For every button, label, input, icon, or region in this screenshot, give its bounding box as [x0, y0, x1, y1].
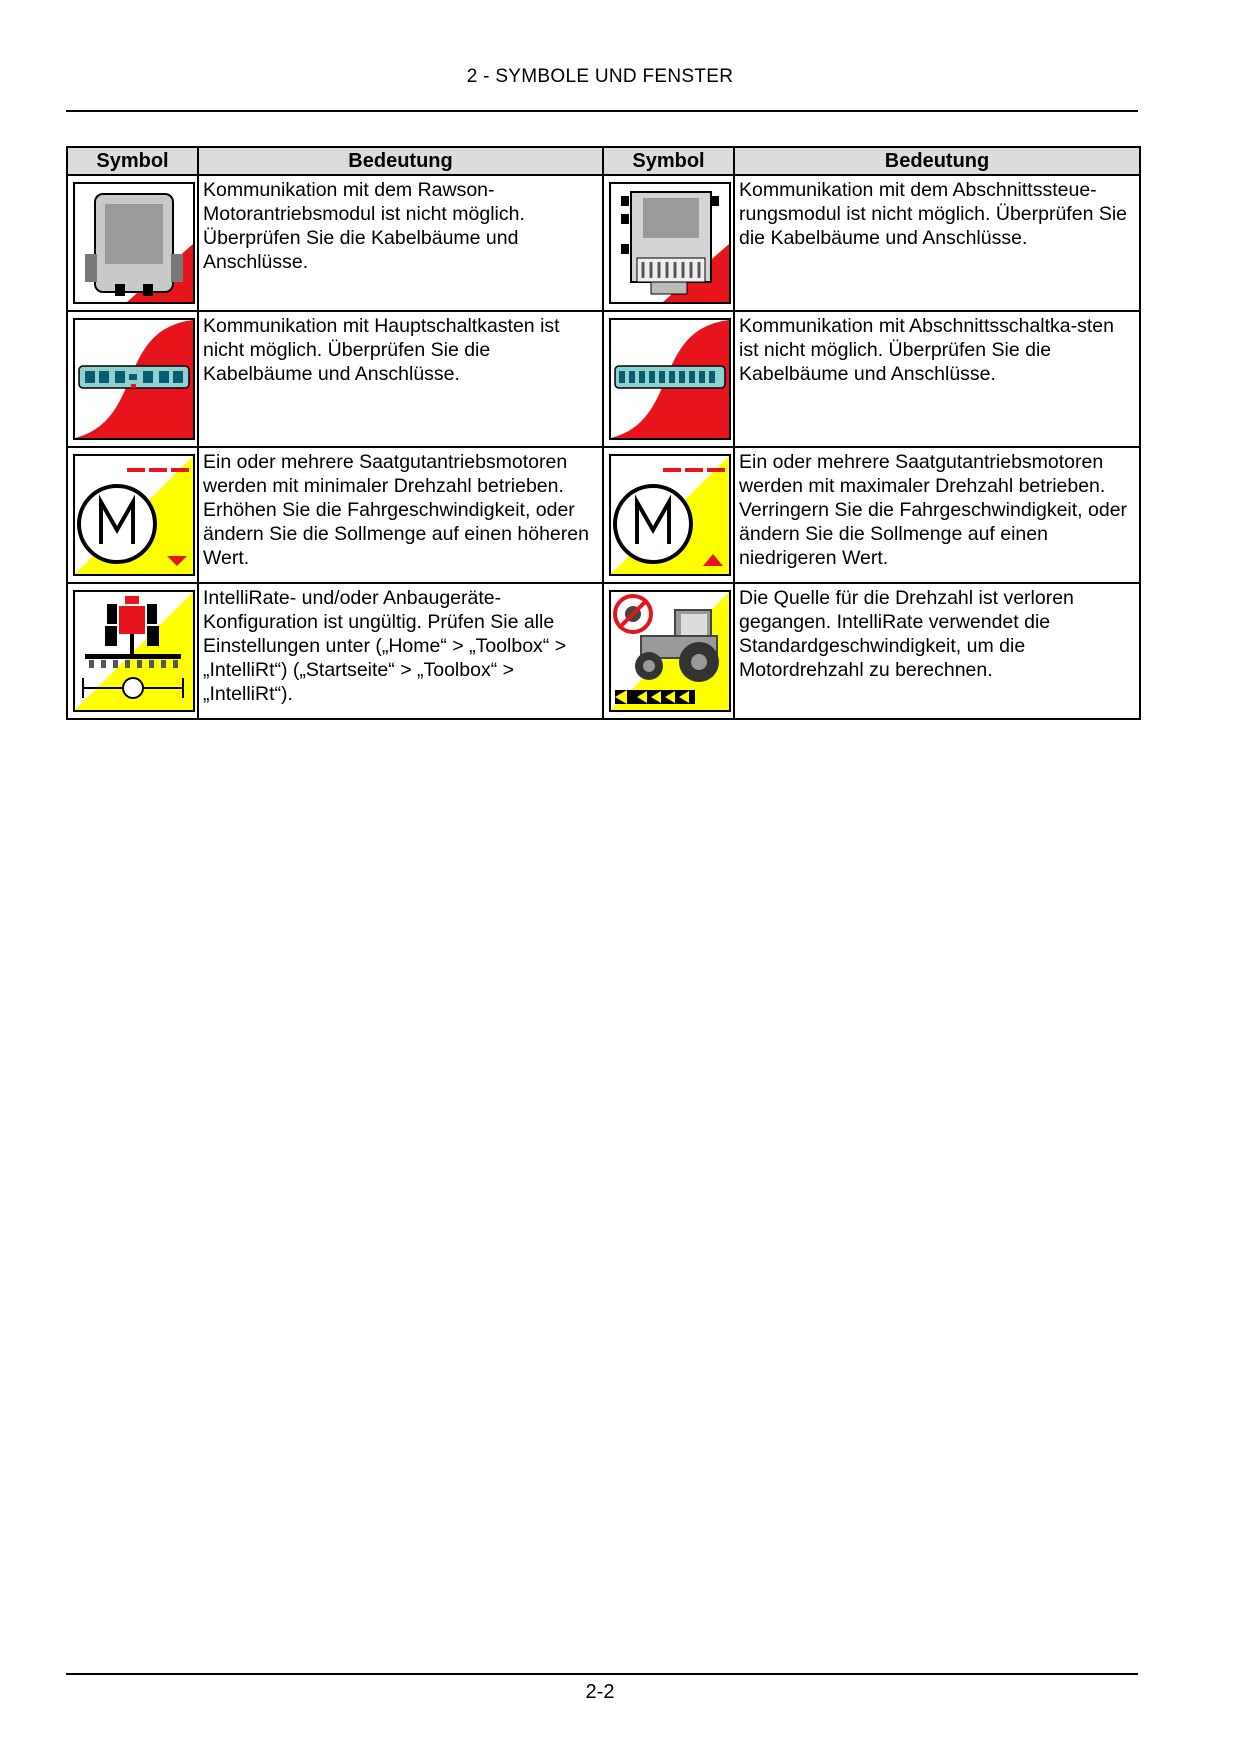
symbol-cell	[67, 311, 198, 447]
symbol-cell	[67, 447, 198, 583]
meaning-cell: Ein oder mehrere Saatgutantriebsmotoren werden mit maximaler Drehzahl betrieben. Verringern Sie die Fahrgeschwindigkeit, oder ändern Sie die Sollmenge auf einen niedrigeren Wert.	[734, 447, 1140, 583]
meaning-cell: Ein oder mehrere Saatgutantriebsmotoren werden mit minimaler Drehzahl betrieben. Erhöhen Sie die Fahrgeschwindigkeit, oder ändern Sie die Sollmenge auf einen höheren Wert.	[198, 447, 603, 583]
symbol-cell	[603, 175, 734, 311]
table-row	[67, 447, 1140, 583]
symbol-cell	[67, 175, 198, 311]
implement-config-invalid-icon	[73, 590, 195, 712]
motor-max-speed-icon	[609, 454, 731, 576]
section-control-module-icon	[609, 182, 731, 304]
symbol-cell	[603, 311, 734, 447]
meaning-cell: IntelliRate- und/oder Anbaugeräte-Konfiguration ist ungültig. Prüfen Sie alle Einstellungen unter („Home“ > „Toolbox“ > „IntelliRt“) („Startseite“ > „Toolbox“ > „IntelliRt“).	[198, 583, 603, 719]
page-header: 2 - SYMBOLE UND FENSTER	[466, 66, 734, 87]
meaning-cell: Kommunikation mit Abschnittsschaltka-sten ist nicht möglich. Überprüfen Sie die Kabelbäume und Anschlüsse.	[734, 311, 1140, 447]
page-number: 2-2	[585, 1681, 615, 1703]
symbol-cell	[67, 583, 198, 719]
meaning-cell: Kommunikation mit Hauptschaltkasten ist nicht möglich. Überprüfen Sie die Kabelbäume und Anschlüsse.	[198, 311, 603, 447]
meaning-cell: Die Quelle für die Drehzahl ist verloren gegangen. IntelliRate verwendet die Standardgeschwindigkeit, um die Motordrehzahl zu berechnen.	[734, 583, 1140, 719]
table-row	[67, 175, 1140, 311]
symbol-cell	[603, 447, 734, 583]
table-row	[67, 311, 1140, 447]
header-meaning-left: Bedeutung	[198, 147, 603, 175]
speed-source-lost-icon	[609, 590, 731, 712]
header-symbol-right: Symbol	[603, 147, 734, 175]
rawson-module-icon	[73, 182, 195, 304]
symbol-cell	[603, 583, 734, 719]
header-symbol-left: Symbol	[67, 147, 198, 175]
header-meaning-right: Bedeutung	[734, 147, 1140, 175]
symbol-table	[66, 146, 1141, 720]
table-row	[67, 583, 1140, 719]
section-switch-box-icon	[609, 318, 731, 440]
footer-rule	[66, 1673, 1138, 1675]
table-header-row	[67, 147, 1140, 175]
meaning-cell: Kommunikation mit dem Abschnittssteue-rungsmodul ist nicht möglich. Überprüfen Sie die Kabelbäume und Anschlüsse.	[734, 175, 1140, 311]
meaning-cell: Kommunikation mit dem Rawson-Motorantriebsmodul ist nicht möglich. Überprüfen Sie die Kabelbäume und Anschlüsse.	[198, 175, 603, 311]
header-rule	[66, 110, 1138, 112]
motor-min-speed-icon	[73, 454, 195, 576]
master-switch-box-icon	[73, 318, 195, 440]
